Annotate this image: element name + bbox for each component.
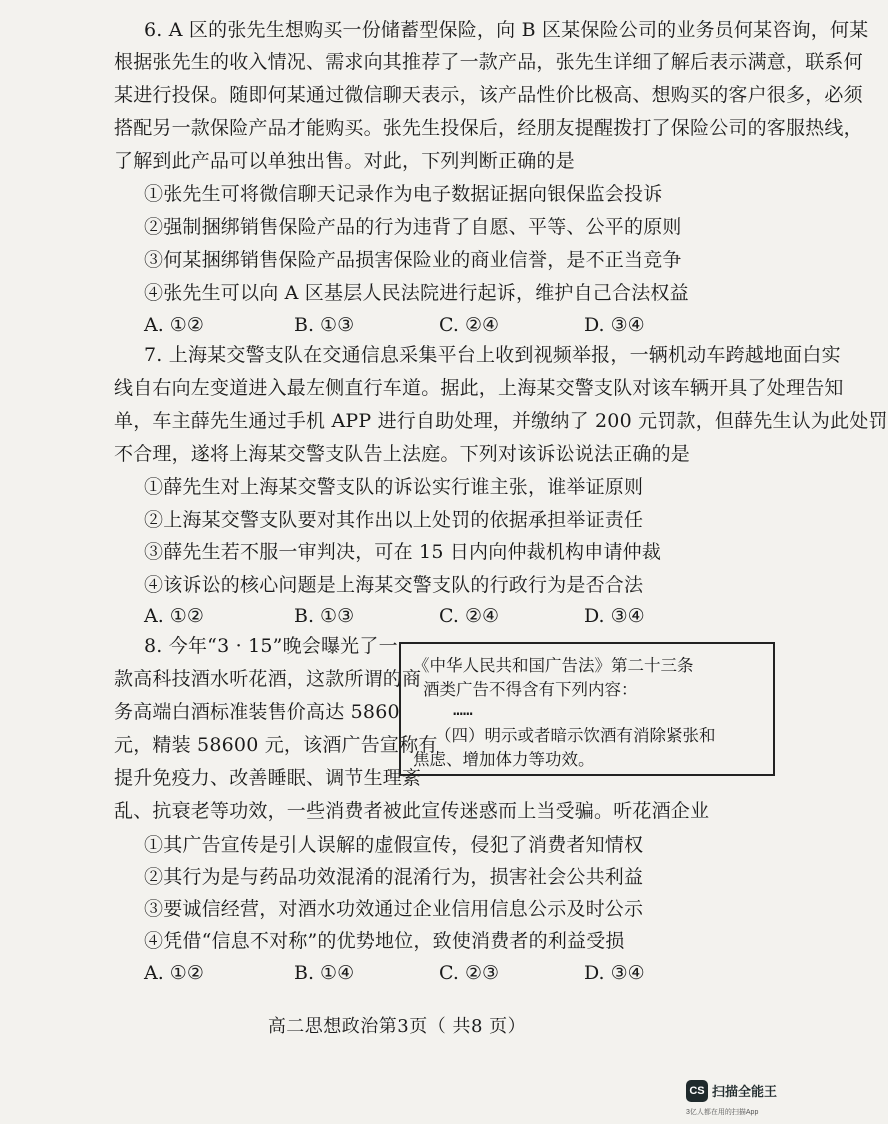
option-b: B. ①③ — [294, 605, 355, 627]
option-b: B. ①④ — [294, 962, 355, 984]
option-d: D. ③④ — [584, 314, 645, 336]
question-6-item: ①张先生可将微信聊天记录作为电子数据证据向银保监会投诉 — [144, 183, 663, 205]
question-6-stem-line: 根据张先生的收入情况、需求向其推荐了一款产品，张先生详细了解后表示满意，联系何 — [114, 51, 863, 73]
question-7-stem-line: 不合理，遂将上海某交警支队告上法庭。下列对该诉讼说法正确的是 — [114, 443, 691, 465]
watermark-tagline: 3亿人都在用的扫描App — [686, 1109, 759, 1116]
question-8-stem-line: 元，精装 58600 元，该酒广告宣称有 — [114, 734, 438, 756]
question-6-item: ③何某捆绑销售保险产品损害保险业的商业信誉，是不正当竞争 — [144, 249, 682, 271]
question-7-item: ②上海某交警支队要对其作出以上处罚的依据承担举证责任 — [144, 509, 644, 531]
question-7-stem-line: 线自右向左变道进入最左侧直行车道。据此，上海某交警支队对该车辆开具了处理告知 — [114, 377, 844, 399]
law-excerpt-title: 《中华人民共和国广告法》第二十三条 — [413, 656, 694, 675]
scanner-watermark — [686, 1080, 786, 1120]
law-excerpt-ellipsis: …… — [453, 700, 473, 719]
question-7-item: ①薛先生对上海某交警支队的诉讼实行谁主张，谁举证原则 — [144, 476, 644, 498]
question-7-stem-line: 单，车主薛先生通过手机 APP 进行自助处理，并缴纳了 200 元罚款，但薛先生认为此处罚 — [114, 410, 888, 432]
option-d: D. ③④ — [584, 962, 645, 984]
question-6-item: ④张先生可以向 A 区基层人民法院进行起诉，维护自己合法权益 — [144, 282, 689, 304]
question-8-stem-line: 务高端白酒标准装售价高达 5860 — [114, 701, 400, 723]
question-8-item: ①其广告宣传是引人误解的虚假宣传，侵犯了消费者知情权 — [144, 834, 644, 856]
question-8-item: ④凭借“信息不对称”的优势地位，致使消费者的利益受损 — [144, 930, 625, 952]
option-a: A. ①② — [144, 962, 204, 984]
question-8-stem-line: 款高科技酒水听花酒，这款所谓的商 — [114, 668, 422, 690]
question-7-stem-line: 7. 上海某交警支队在交通信息采集平台上收到视频举报，一辆机动车跨越地面白实 — [144, 344, 841, 366]
question-6-item: ②强制捆绑销售保险产品的行为违背了自愿、平等、公平的原则 — [144, 216, 682, 238]
option-c: C. ②④ — [439, 314, 500, 336]
option-d: D. ③④ — [584, 605, 645, 627]
question-8-item: ②其行为是与药品功效混淆的混淆行为，损害社会公共利益 — [144, 866, 644, 888]
question-8-stem-line: 乱、抗衰老等功效，一些消费者被此宣传迷惑而上当受骗。听花酒企业 — [114, 800, 710, 822]
question-7-item: ④该诉讼的核心问题是上海某交警支队的行政行为是否合法 — [144, 574, 644, 596]
option-c: C. ②④ — [439, 605, 500, 627]
question-6-stem-line: 某进行投保。随即何某通过微信聊天表示，该产品性价比极高、想购买的客户很多，必须 — [114, 84, 863, 106]
camscanner-logo-icon: CS — [686, 1080, 708, 1102]
option-b: B. ①③ — [294, 314, 355, 336]
question-6-stem-line: 6. A 区的张先生想购买一份储蓄型保险，向 B 区某保险公司的业务员何某咨询，何某 — [144, 19, 869, 41]
question-8-stem-line: 提升免疫力、改善睡眠、调节生理紊 — [114, 767, 422, 789]
option-c: C. ②③ — [439, 962, 500, 984]
question-7-item: ③薛先生若不服一审判决，可在 15 日内向仲裁机构申请仲裁 — [144, 541, 662, 563]
question-6-stem-line: 搭配另一款保险产品才能购买。张先生投保后，经朋友提醒拨打了保险公司的客服热线， — [114, 117, 863, 139]
question-8-stem-line: 8. 今年“3 · 15”晚会曝光了一 — [144, 635, 398, 657]
watermark-app-name: 扫描全能王 — [712, 1084, 778, 1099]
question-8-item: ③要诚信经营，对酒水功效通过企业信用信息公示及时公示 — [144, 898, 644, 920]
law-excerpt-line: （四）明示或者暗示饮酒有消除紧张和 — [435, 726, 716, 745]
law-excerpt-line: 酒类广告不得含有下列内容： — [423, 680, 638, 699]
page-footer: 高二思想政治第3页（ 共8 页） — [267, 1016, 527, 1037]
option-a: A. ①② — [144, 314, 204, 336]
law-excerpt-line: 焦虑、增加体力等功效。 — [413, 750, 595, 769]
law-excerpt-box — [399, 642, 775, 776]
question-6-stem-line: 了解到此产品可以单独出售。对此，下列判断正确的是 — [114, 150, 575, 172]
option-a: A. ①② — [144, 605, 204, 627]
